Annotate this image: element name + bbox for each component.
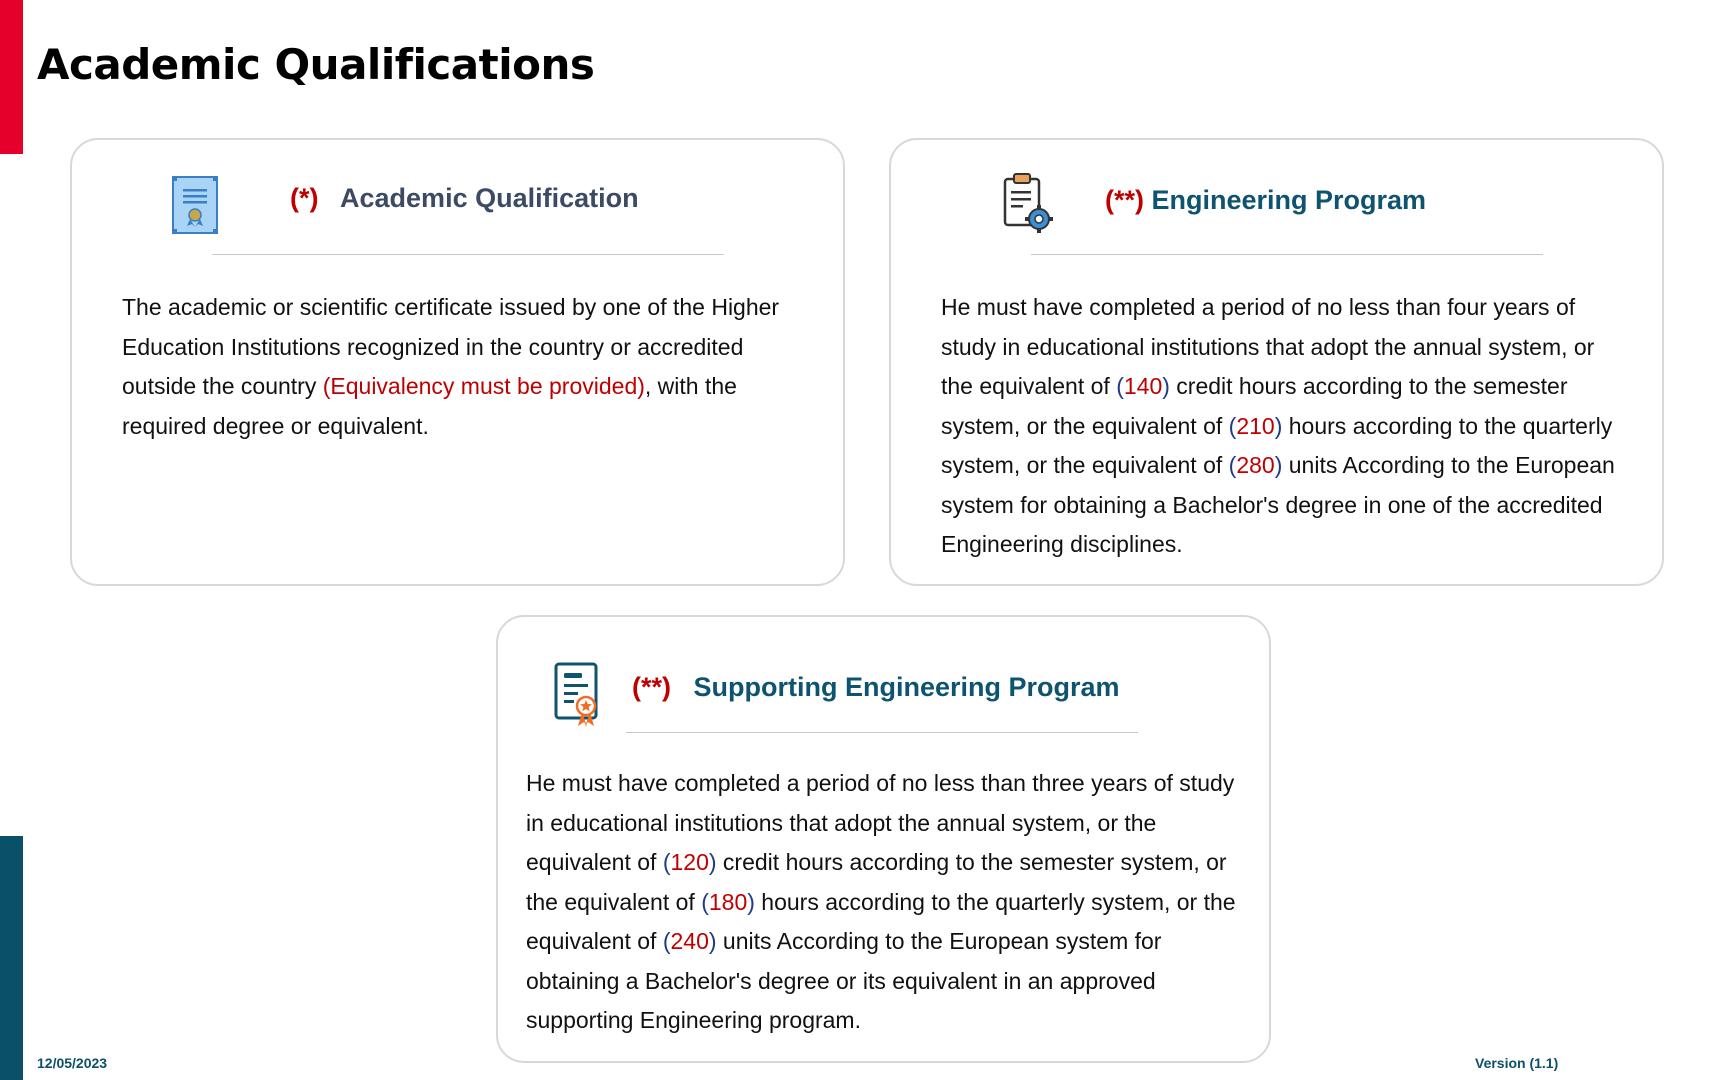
card-divider [1031, 254, 1543, 255]
body-text: He must have completed a period of no less than four years of study in educational institutions that adopt the annual system, or the equivalent of [941, 294, 1595, 399]
card-heading [632, 672, 1120, 703]
card-heading [290, 183, 639, 214]
card-divider [212, 254, 724, 255]
page-title: Academic Qualifications [37, 40, 595, 89]
credit-hours-value: 140 [1123, 373, 1163, 399]
body-text: He must have completed a period of no less than three years of study in educational institutions that adopt the annual system, or the equivalent of [526, 770, 1235, 875]
supporting-engineering-program-card [496, 615, 1271, 1063]
red-accent-bar [0, 0, 23, 154]
academic-qualification-card [70, 138, 845, 586]
engineering-program-card [889, 138, 1664, 586]
body-text: , with the required degree or equivalent. [122, 373, 737, 439]
certificate-icon [172, 176, 218, 239]
quarterly-hours-value: 210 [1236, 412, 1275, 439]
quarterly-hours-value: 180 [708, 888, 748, 915]
card-divider [626, 732, 1138, 733]
european-units-value: 280 [1236, 452, 1275, 478]
european-units-value: 240 [670, 928, 709, 954]
card-body: He must have completed a period of no less than three years of study in educational institutions that adopt the annual system, or the equivalent of (120) credit hours according to the semester system, or the equivalent of (180) hours according to the quarterly system, or the equivalent of (240) units According to the European system for obtaining a Bachelor's degree or its equivalent in an approved supporting Engineering program. [526, 770, 1236, 1033]
footer-date: 12/05/2023 [37, 1055, 108, 1071]
credit-hours-value: 120 [670, 849, 709, 875]
document-award-icon [554, 662, 600, 733]
card-body [122, 288, 802, 446]
body-text: The academic or scientific certificate issued by one of the Higher Education Institutions recognized in the country or accredited outside the country [122, 294, 780, 399]
card-heading-text: Supporting Engineering Program [693, 672, 1120, 702]
card-heading [1105, 185, 1426, 216]
body-text: credit hours according to the semester system, or the equivalent of [526, 849, 1227, 915]
required-mark: (**) [1105, 185, 1144, 215]
body-text: hours according to the quarterly system, or the equivalent of [526, 888, 1236, 954]
body-text: units According to the European system for obtaining a Bachelor's degree or its equivalent in an approved supporting Engineering program. [526, 928, 1162, 1033]
body-text: units According to the European system for obtaining a Bachelor's degree in one of the accredited Engineering disciplines. [941, 452, 1615, 557]
body-text: hours according to the quarterly system, or the equivalent of [941, 412, 1613, 478]
teal-accent-bar [0, 836, 23, 1080]
card-heading-text: Engineering Program [1151, 185, 1427, 215]
equivalency-note: (Equivalency must be provided) [322, 373, 645, 399]
body-text: credit hours according to the semester system, or the equivalent of [941, 373, 1568, 439]
clipboard-gear-icon [1003, 173, 1053, 240]
required-mark: (*) [290, 183, 319, 213]
footer-version: Version (1.1) [1475, 1055, 1559, 1071]
required-mark: (**) [632, 672, 671, 702]
card-heading-text: Academic Qualification [340, 183, 639, 213]
card-body: He must have completed a period of no less than four years of study in educational institutions that adopt the annual system, or the equivalent of (140) credit hours according to the semester system, or the equivalent of (210) hours according to the quarterly system, or the equivalent of (280) units According to the European system for obtaining a Bachelor's degree in one of the accredited Engineering disciplines. [941, 294, 1615, 557]
